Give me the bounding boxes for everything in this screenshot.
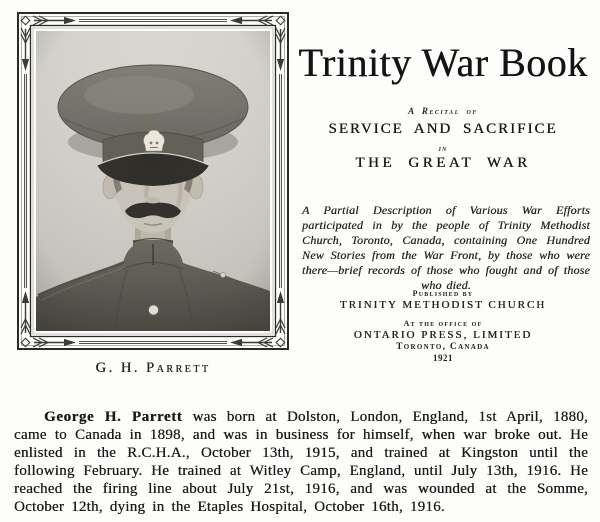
book-description: A Partial Description of Various War Efforts participated in by the people of Trinity Methodist Church, Toronto, Canada, containing One Hundred New Stories from the War Front, by those who were there—brief records of those who fought and of those who died. <box>302 203 590 292</box>
subtitle-service-sacrifice: SERVICE AND SACRIFICE <box>328 121 558 137</box>
publisher-city: Toronto, Canada <box>396 342 490 352</box>
biography-text: was born at Dolston, London, England, 1st April, 1880, came to Canada in 1898, and was in business for himself, when war broke out. He enlisted in the R.C.H.A., October 13th, 1915, and trained at Kingston until the following February. He trained at Witley Camp, England, until July 13th, 1916. He reached the firing line about July 21st, 1916, and was wounded at the Somme, October 12th, dying in the Etaples Hospital, October 16th, 1916. <box>14 409 588 515</box>
publisher-press: ONTARIO PRESS, LIMITED <box>353 329 533 341</box>
subtitle-great-war: THE GREAT WAR <box>355 155 531 171</box>
publisher-church: TRINITY METHODIST CHURCH <box>339 299 547 311</box>
published-by-label: Published by <box>412 289 474 298</box>
photo-caption: G. H. Parrett <box>95 360 211 376</box>
office-label: At the office of <box>403 319 483 328</box>
publication-year: 1921 <box>433 353 453 363</box>
biography-subject-name: George H. Parrett <box>44 409 183 425</box>
page-title: Trinity War Book <box>298 40 588 85</box>
biography-paragraph <box>14 409 588 516</box>
subtitle-in: in <box>438 144 448 153</box>
portrait-photo-svg <box>17 12 289 350</box>
subtitle-recital: A Recital of <box>408 106 478 116</box>
portrait-photo <box>17 12 289 350</box>
publisher-block <box>290 289 596 363</box>
soldier-portrait <box>36 31 270 331</box>
